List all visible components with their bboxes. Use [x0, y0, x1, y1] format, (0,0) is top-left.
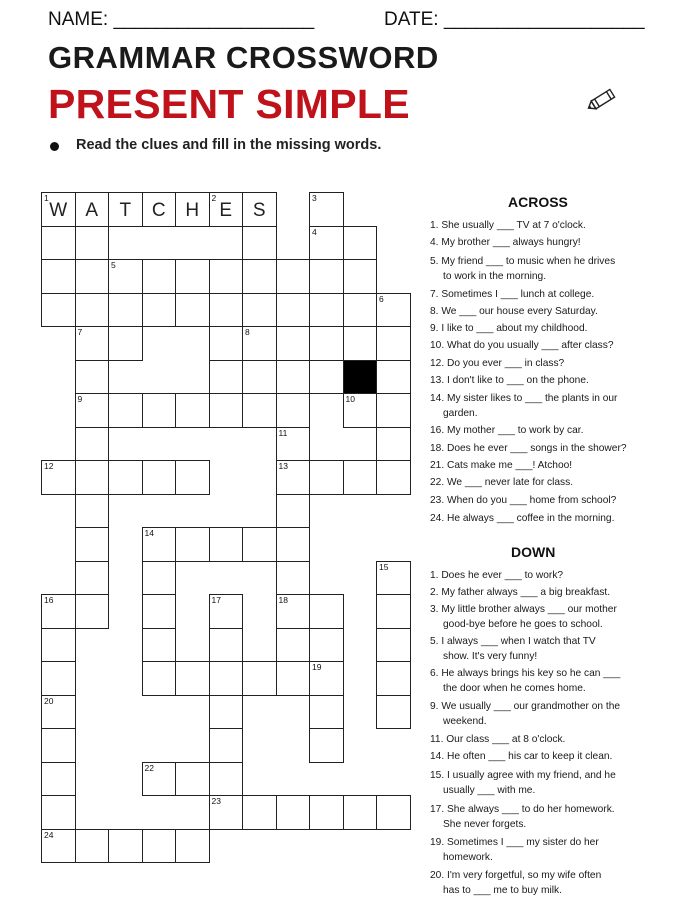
- grid-cell[interactable]: [242, 393, 277, 428]
- grid-cell[interactable]: [41, 829, 76, 864]
- across-clue: [430, 475, 645, 490]
- clue-text-continued: usually ___ with me.: [443, 785, 536, 796]
- clue-number: 15: [379, 561, 389, 572]
- grid-cell[interactable]: [242, 259, 277, 294]
- grid-cell[interactable]: [41, 661, 76, 696]
- grid-cell[interactable]: [75, 293, 110, 328]
- clue-text: 6. He always brings his key so he can ___: [430, 668, 621, 679]
- grid-cell[interactable]: [175, 293, 210, 328]
- grid-cell[interactable]: [209, 393, 244, 428]
- clue-number: 10: [345, 394, 355, 404]
- down-clue: [430, 732, 645, 747]
- grid-cell[interactable]: [376, 326, 411, 361]
- grid-cell[interactable]: [142, 293, 177, 328]
- worksheet-title: GRAMMAR CROSSWORD: [48, 40, 439, 75]
- clue-number: 22: [144, 762, 154, 773]
- grid-cell[interactable]: [276, 293, 311, 328]
- clue-text: 14. He often ___ his car to keep it clean.: [430, 751, 613, 762]
- clue-text: 12. Do you ever ___ in class?: [430, 358, 565, 369]
- grid-cell[interactable]: [309, 360, 344, 395]
- grid-cell[interactable]: [242, 661, 277, 696]
- clue-text: 15. I usually agree with my friend, and he: [430, 770, 616, 781]
- grid-cell[interactable]: [108, 460, 143, 495]
- across-heading: ACROSS: [508, 194, 568, 210]
- across-clue: [430, 356, 645, 371]
- clue-text: 17. She always ___ to do her homework.: [430, 804, 615, 815]
- grid-cell[interactable]: [175, 192, 210, 227]
- clue-number: 8: [245, 327, 250, 337]
- grid-cell[interactable]: [276, 527, 311, 562]
- grid-cell[interactable]: [175, 460, 210, 495]
- down-clue: [430, 802, 645, 832]
- grid-cell[interactable]: [309, 628, 344, 663]
- down-clue: [430, 634, 645, 664]
- grid-cell[interactable]: [242, 326, 277, 361]
- grid-cell[interactable]: [142, 561, 177, 596]
- clue-number: 4: [312, 226, 317, 237]
- clue-text: 23. When do you ___ home from school?: [430, 495, 617, 506]
- grid-cell[interactable]: [209, 795, 244, 830]
- clue-number: 18: [278, 595, 288, 605]
- grid-cell[interactable]: [108, 293, 143, 328]
- down-clue: [430, 835, 645, 865]
- grid-cell[interactable]: [41, 460, 76, 495]
- grid-cell[interactable]: [276, 494, 311, 529]
- instructions: Read the clues and fill in the missing words.: [76, 137, 382, 153]
- grid-cell[interactable]: [343, 293, 378, 328]
- grid-cell[interactable]: [41, 192, 76, 227]
- grid-cell[interactable]: [142, 594, 177, 629]
- clue-text: 3. My little brother always ___ our mother: [430, 604, 617, 615]
- grid-cell[interactable]: [343, 393, 378, 428]
- across-clue: [430, 493, 645, 508]
- filled-letter: H: [185, 200, 200, 221]
- grid-cell[interactable]: [75, 192, 110, 227]
- grid-cell[interactable]: [309, 259, 344, 294]
- grid-cell[interactable]: [309, 226, 344, 261]
- grid-cell[interactable]: [209, 360, 244, 395]
- clue-number: 2: [211, 193, 217, 203]
- grid-cell[interactable]: [276, 561, 311, 596]
- grid-cell[interactable]: [376, 427, 411, 462]
- grid-cell[interactable]: [309, 460, 344, 495]
- grid-cell[interactable]: [41, 628, 76, 663]
- grid-cell[interactable]: [343, 259, 378, 294]
- down-clue: [430, 749, 645, 764]
- grid-cell[interactable]: [309, 594, 344, 629]
- grid-cell[interactable]: [108, 259, 143, 294]
- grid-cell[interactable]: [209, 594, 244, 629]
- clue-number: 16: [44, 595, 54, 605]
- grid-cell[interactable]: [175, 393, 210, 428]
- grid-cell[interactable]: [376, 695, 411, 730]
- grid-cell[interactable]: [343, 795, 378, 830]
- grid-cell[interactable]: [309, 293, 344, 328]
- clue-text-continued: homework.: [443, 852, 493, 863]
- black-square: [343, 360, 378, 395]
- clue-text: 14. My sister likes to ___ the plants in our: [430, 393, 618, 404]
- clue-number: 11: [278, 427, 288, 438]
- clue-text-continued: to work in the morning.: [443, 271, 547, 282]
- grid-cell[interactable]: [309, 795, 344, 830]
- grid-cell[interactable]: [376, 594, 411, 629]
- grid-cell[interactable]: [376, 293, 411, 328]
- clue-number: 23: [211, 796, 221, 806]
- clue-number: 13: [278, 461, 288, 471]
- clue-text: 20. I'm very forgetful, so my wife often: [430, 870, 602, 881]
- grid-cell[interactable]: [75, 527, 110, 562]
- grid-cell[interactable]: [209, 326, 244, 361]
- name-field[interactable]: NAME: ___________________: [48, 9, 315, 30]
- clue-text: 21. Cats make me ___! Atchoo!: [430, 460, 573, 471]
- grid-cell[interactable]: [209, 695, 244, 730]
- grid-cell[interactable]: [175, 762, 210, 797]
- grid-cell[interactable]: [309, 192, 344, 227]
- filled-letter: S: [252, 200, 266, 221]
- clue-text: 9. We usually ___ our grandmother on the: [430, 701, 621, 712]
- across-clue: [430, 423, 645, 438]
- grid-cell[interactable]: [175, 259, 210, 294]
- clue-text-continued: good-bye before he goes to school.: [443, 619, 603, 630]
- clue-text: 4. My brother ___ always hungry!: [430, 237, 581, 248]
- grid-cell[interactable]: [242, 795, 277, 830]
- clue-text-continued: weekend.: [443, 716, 487, 727]
- clue-text: 7. Sometimes I ___ lunch at college.: [430, 289, 595, 300]
- down-clue: [430, 568, 645, 583]
- grid-cell[interactable]: [276, 259, 311, 294]
- grid-cell[interactable]: [142, 628, 177, 663]
- grid-cell[interactable]: [343, 460, 378, 495]
- grid-cell[interactable]: [142, 527, 177, 562]
- down-heading: DOWN: [511, 544, 556, 560]
- clue-number: 3: [312, 193, 317, 203]
- across-clue: [430, 338, 645, 353]
- down-clue: [430, 699, 645, 729]
- grid-cell[interactable]: [75, 360, 110, 395]
- clue-text: 22. We ___ never late for class.: [430, 477, 574, 488]
- across-clue: [430, 441, 645, 456]
- down-clue: [430, 585, 645, 600]
- across-clue: [430, 373, 645, 388]
- clue-text: 5. I always ___ when I watch that TV: [430, 636, 596, 647]
- across-clue: [430, 304, 645, 319]
- clue-text-continued: show. It's very funny!: [443, 651, 538, 662]
- grid-cell[interactable]: [75, 561, 110, 596]
- grid-cell[interactable]: [75, 460, 110, 495]
- grid-cell[interactable]: [75, 594, 110, 629]
- across-clue: [430, 218, 645, 233]
- clue-number: 9: [77, 394, 83, 404]
- down-clue: [430, 666, 645, 696]
- grid-cell[interactable]: [276, 360, 311, 395]
- filled-letter: C: [151, 200, 166, 221]
- down-clue: [430, 602, 645, 632]
- clue-number: 6: [379, 293, 384, 304]
- grid-cell[interactable]: [175, 829, 210, 864]
- clue-text-continued: the door when he comes home.: [443, 683, 586, 694]
- grid-cell[interactable]: [242, 527, 277, 562]
- filled-letter: W: [49, 200, 68, 221]
- across-clue: [430, 235, 645, 250]
- clue-text: 16. My mother ___ to work by car.: [430, 425, 584, 436]
- grid-cell[interactable]: [209, 661, 244, 696]
- clue-text: 10. What do you usually ___ after class?: [430, 340, 614, 351]
- grid-cell[interactable]: [376, 628, 411, 663]
- grid-cell[interactable]: [276, 628, 311, 663]
- across-clue: [430, 321, 645, 336]
- grid-cell[interactable]: [343, 226, 378, 261]
- grid-cell[interactable]: [108, 393, 143, 428]
- grid-cell[interactable]: [41, 695, 76, 730]
- clue-text: 8. We ___ our house every Saturday.: [430, 306, 598, 317]
- grid-cell[interactable]: [75, 326, 110, 361]
- grid-cell[interactable]: [209, 628, 244, 663]
- grid-cell[interactable]: [108, 829, 143, 864]
- date-field[interactable]: DATE: ___________________: [384, 9, 645, 30]
- clue-number: 1: [44, 193, 49, 203]
- across-clue: [430, 458, 645, 473]
- clue-text: 11. Our class ___ at 8 o'clock.: [430, 734, 566, 745]
- filled-letter: T: [119, 200, 132, 221]
- grid-cell[interactable]: [142, 762, 177, 797]
- grid-cell[interactable]: [41, 293, 76, 328]
- grid-cell[interactable]: [41, 226, 76, 261]
- grid-cell[interactable]: [142, 192, 177, 227]
- clue-number: 12: [44, 461, 54, 471]
- filled-letter: A: [85, 200, 99, 221]
- clue-number: 17: [211, 595, 221, 605]
- grid-cell[interactable]: [242, 226, 277, 261]
- grid-cell[interactable]: [75, 427, 110, 462]
- grid-cell[interactable]: [309, 695, 344, 730]
- grid-cell[interactable]: [309, 661, 344, 696]
- grid-cell[interactable]: [209, 762, 244, 797]
- grid-cell[interactable]: [175, 527, 210, 562]
- grid-cell[interactable]: [376, 661, 411, 696]
- grid-cell[interactable]: [142, 460, 177, 495]
- grid-cell[interactable]: [376, 360, 411, 395]
- grid-cell[interactable]: [41, 795, 76, 830]
- across-clue: [430, 511, 645, 526]
- grid-cell[interactable]: [75, 829, 110, 864]
- grid-cell[interactable]: [376, 393, 411, 428]
- grid-cell[interactable]: [75, 226, 110, 261]
- grid-cell[interactable]: [242, 360, 277, 395]
- clue-text: 5. My friend ___ to music when he drives: [430, 256, 616, 267]
- grid-cell[interactable]: [41, 728, 76, 763]
- clue-text-continued: has to ___ me to buy milk.: [443, 885, 562, 896]
- across-clue: [430, 254, 645, 284]
- grid-cell[interactable]: [209, 527, 244, 562]
- clue-text: 19. Sometimes I ___ my sister do her: [430, 837, 599, 848]
- grid-cell[interactable]: [41, 594, 76, 629]
- grid-cell[interactable]: [276, 393, 311, 428]
- worksheet-subtitle: PRESENT SIMPLE: [48, 81, 410, 127]
- grid-cell[interactable]: [175, 661, 210, 696]
- grid-cell[interactable]: [276, 427, 311, 462]
- clue-text: 18. Does he ever ___ songs in the shower?: [430, 443, 627, 454]
- down-clue: [430, 768, 645, 798]
- grid-cell[interactable]: [242, 293, 277, 328]
- clue-number: 24: [44, 829, 54, 840]
- grid-cell[interactable]: [142, 259, 177, 294]
- clue-number: 19: [312, 662, 322, 672]
- grid-cell[interactable]: [142, 661, 177, 696]
- clue-text: 9. I like to ___ about my childhood.: [430, 323, 588, 334]
- grid-cell[interactable]: [242, 192, 277, 227]
- grid-cell[interactable]: [41, 762, 76, 797]
- clue-text: 1. She usually ___ TV at 7 o'clock.: [430, 220, 586, 231]
- across-clue: [430, 391, 645, 421]
- clue-text: 13. I don't like to ___ on the phone.: [430, 375, 589, 386]
- across-clue: [430, 287, 645, 302]
- grid-cell[interactable]: [376, 561, 411, 596]
- grid-cell[interactable]: [41, 259, 76, 294]
- clue-text-continued: garden.: [443, 408, 478, 419]
- clue-text-continued: She never forgets.: [443, 819, 527, 830]
- filled-letter: E: [219, 200, 233, 221]
- clue-text: 2. My father always ___ a big breakfast.: [430, 587, 611, 598]
- grid-cell[interactable]: [276, 460, 311, 495]
- grid-cell[interactable]: [376, 795, 411, 830]
- clue-number: 20: [44, 695, 54, 706]
- grid-cell[interactable]: [108, 326, 143, 361]
- grid-cell[interactable]: [309, 728, 344, 763]
- grid-cell[interactable]: [376, 460, 411, 495]
- grid-cell[interactable]: [142, 393, 177, 428]
- clue-text: 24. He always ___ coffee in the morning.: [430, 513, 615, 524]
- grid-cell[interactable]: [108, 192, 143, 227]
- grid-cell[interactable]: [309, 326, 344, 361]
- grid-cell[interactable]: [75, 393, 110, 428]
- grid-cell[interactable]: [75, 494, 110, 529]
- grid-cell[interactable]: [209, 728, 244, 763]
- clue-number: 7: [77, 327, 83, 337]
- clue-number: 14: [144, 528, 154, 538]
- grid-cell[interactable]: [276, 661, 311, 696]
- grid-cell[interactable]: [142, 829, 177, 864]
- grid-cell[interactable]: [209, 192, 244, 227]
- clue-text: 1. Does he ever ___ to work?: [430, 570, 564, 581]
- grid-cell[interactable]: [276, 795, 311, 830]
- down-clue: [430, 868, 645, 898]
- grid-cell[interactable]: [276, 594, 311, 629]
- grid-cell[interactable]: [209, 259, 244, 294]
- clue-number: 5: [111, 260, 116, 270]
- grid-cell[interactable]: [209, 293, 244, 328]
